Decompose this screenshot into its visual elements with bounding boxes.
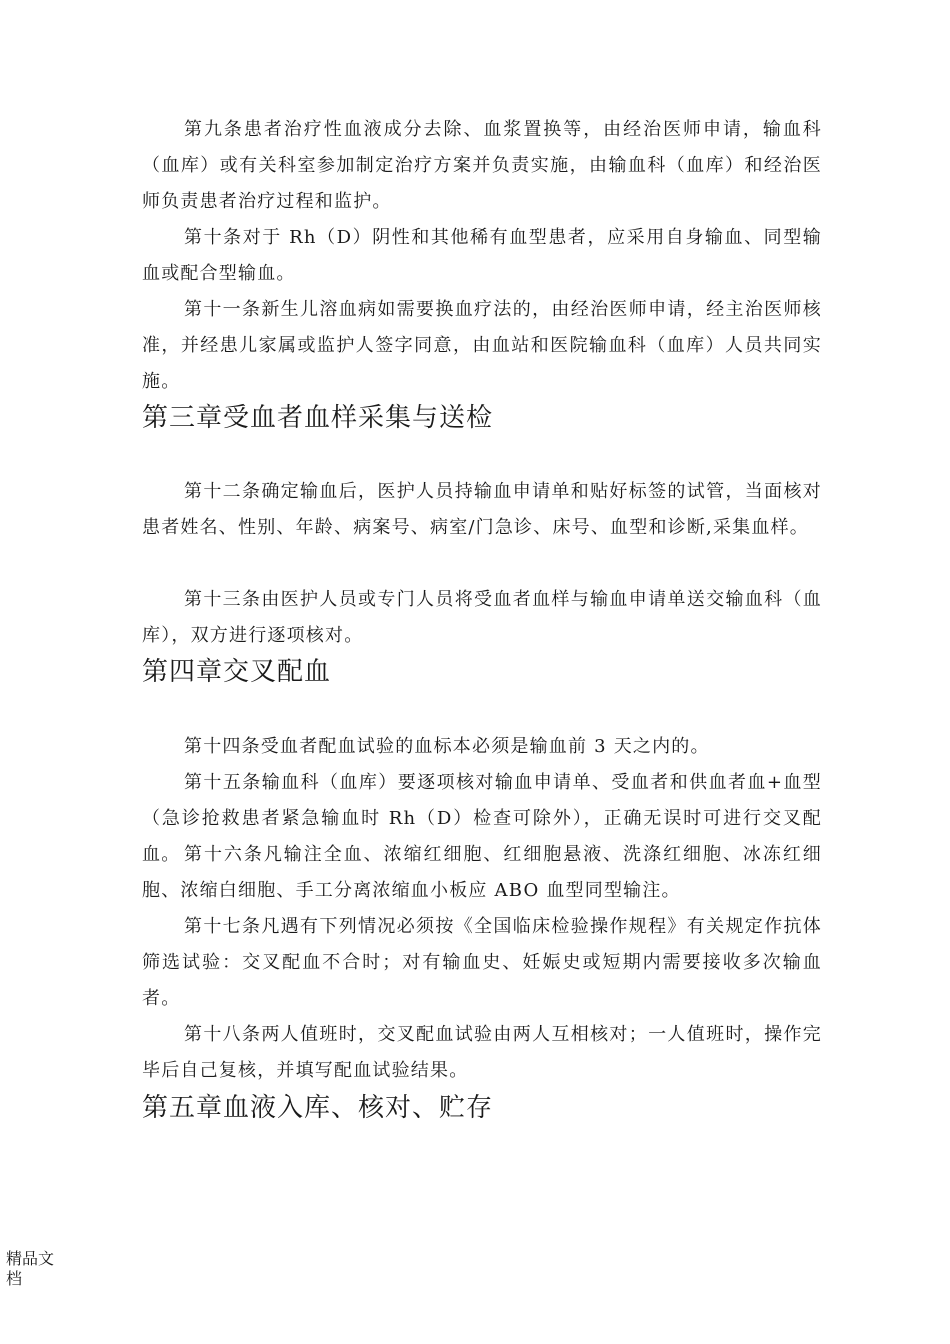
article-12-paragraph: 第十二条确定输血后，医护人员持输血申请单和贴好标签的试管，当面核对患者姓名、性别、年龄、病案号、病室/门急诊、床号、血型和诊断,采集血样。 [142, 481, 822, 538]
article-10-paragraph: 第十条对于 Rh（D）阴性和其他稀有血型患者，应采用自身输血、同型输血或配合型输血。 [142, 227, 822, 284]
article-11-paragraph: 第十一条新生儿溶血病如需要换血疗法的，由经治医师申请，经主治医师核准，并经患儿家属或监护人签字同意，由血站和医院输血科（血库）人员共同实施。 [142, 299, 822, 392]
chapter-5-heading: 第五章血液入库、核对、贮存 [142, 1093, 494, 1123]
article-16-paragraph: 第十六条凡输注全血、浓缩红细胞、红细胞悬液、洗涤红细胞、冰冻红细胞、浓缩白细胞、手工分离浓缩血小板应 ABO 血型同型输注。 [142, 844, 822, 901]
article-13-paragraph: 第十三条由医护人员或专门人员将受血者血样与输血申请单送交输血科（血库），双方进行逐项核对。 [142, 589, 822, 646]
footer-watermark-text: 精品文档 [6, 1249, 55, 1288]
article-14-paragraph: 第十四条受血者配血试验的血标本必须是输血前 3 天之内的。 [184, 736, 710, 757]
article-17-paragraph: 第十七条凡遇有下列情况必须按《全国临床检验操作规程》有关规定作抗体筛选试验：交叉配血不合时；对有输血史、妊娠史或短期内需要接收多次输血者。 [142, 916, 822, 1009]
chapter-3-heading: 第三章受血者血样采集与送检 [142, 403, 494, 433]
chapter-4-heading: 第四章交叉配血 [142, 657, 332, 687]
article-9-paragraph: 第九条患者治疗性血液成分去除、血浆置换等，由经治医师申请，输血科（血库）或有关科室参加制定治疗方案并负责实施，由输血科（血库）和经治医师负责患者治疗过程和监护。 [142, 119, 822, 212]
article-18-paragraph: 第十八条两人值班时，交叉配血试验由两人互相核对；一人值班时，操作完毕后自己复核，并填写配血试验结果。 [142, 1024, 822, 1081]
article-15-paragraph: 第十五条输血科（血库）要逐项核对输血申请单、受血者和供血者血+血型（急诊抢救患者紧急输血时 Rh（D）检查可除外），正确无误时可进行交叉配血。 [142, 772, 822, 865]
